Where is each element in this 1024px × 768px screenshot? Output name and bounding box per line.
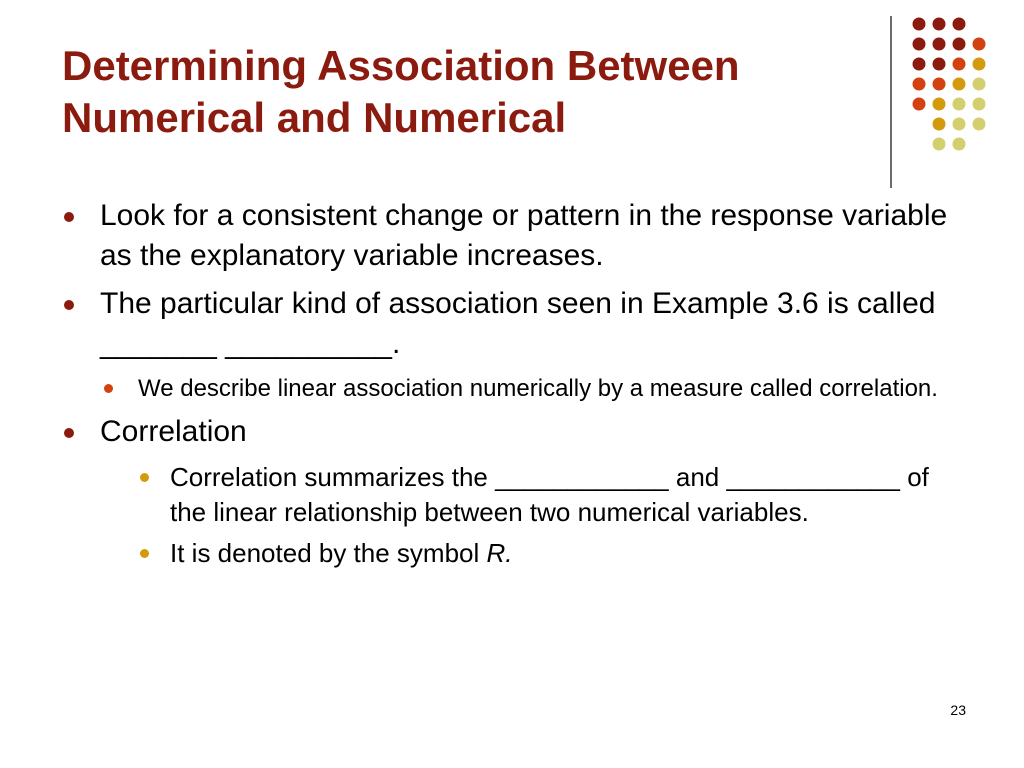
ornament-dot [953, 118, 966, 131]
ornament-dot [973, 58, 986, 71]
ornament-dot [973, 98, 986, 111]
bullet-dot-icon [64, 212, 74, 222]
bullet-item [62, 412, 962, 452]
ornament-dot [973, 118, 986, 131]
bullet-text: Correlation [100, 415, 247, 448]
ornament-dot [913, 18, 926, 31]
vertical-divider [890, 16, 892, 188]
slide-title [62, 40, 882, 144]
ornament-dot [933, 18, 946, 31]
ornament-dot [913, 98, 926, 111]
ornament-dot [973, 38, 986, 51]
sub-bullet-item [62, 372, 962, 406]
ornament-dot [953, 18, 966, 31]
title-line-1: Determining Association Between [62, 42, 740, 89]
symbol-r: R. [486, 538, 513, 568]
ornament-dot [973, 78, 986, 91]
bullet-item [62, 196, 962, 276]
sub-bullet-item [62, 460, 962, 530]
title-line-2: Numerical and Numerical [62, 94, 567, 141]
ornament-dot [913, 78, 926, 91]
ornament-dot [953, 38, 966, 51]
slide-body [62, 196, 962, 577]
bullet-text: Look for a consistent change or pattern in the response variable as the explanatory variable increases. [100, 199, 948, 272]
ornament-dot [953, 138, 966, 151]
sub-bullet-dot-icon [140, 549, 149, 558]
ornament-dot [933, 78, 946, 91]
sub-bullet-dot-icon [104, 384, 113, 393]
sub-bullet-dot-icon [140, 473, 149, 482]
ornament-dot [933, 138, 946, 151]
sub-bullet-text: It is denoted by the symbol [170, 538, 487, 568]
page-number: 23 [950, 702, 966, 718]
bullet-text: The particular kind of association seen in Example 3.6 is called _______ __________. [100, 287, 936, 360]
ornament-dot [953, 98, 966, 111]
ornament-dot [913, 58, 926, 71]
bullet-dot-icon [64, 428, 74, 438]
ornament-dot [953, 78, 966, 91]
sub-bullet-text: Correlation summarizes the ____________ and ____________ of the linear relationship between two numerical variables. [170, 462, 929, 527]
ornament-dot [933, 118, 946, 131]
ornament-dot [933, 38, 946, 51]
ornament-dot [933, 98, 946, 111]
ornament-dot [933, 58, 946, 71]
bullet-dot-icon [64, 300, 74, 310]
ornament-dot [953, 58, 966, 71]
sub-bullet-item [62, 536, 962, 571]
sub-bullet-text: We describe linear association numerically by a measure called correlation. [138, 375, 938, 402]
bullet-item [62, 284, 962, 364]
ornament-dot [913, 38, 926, 51]
